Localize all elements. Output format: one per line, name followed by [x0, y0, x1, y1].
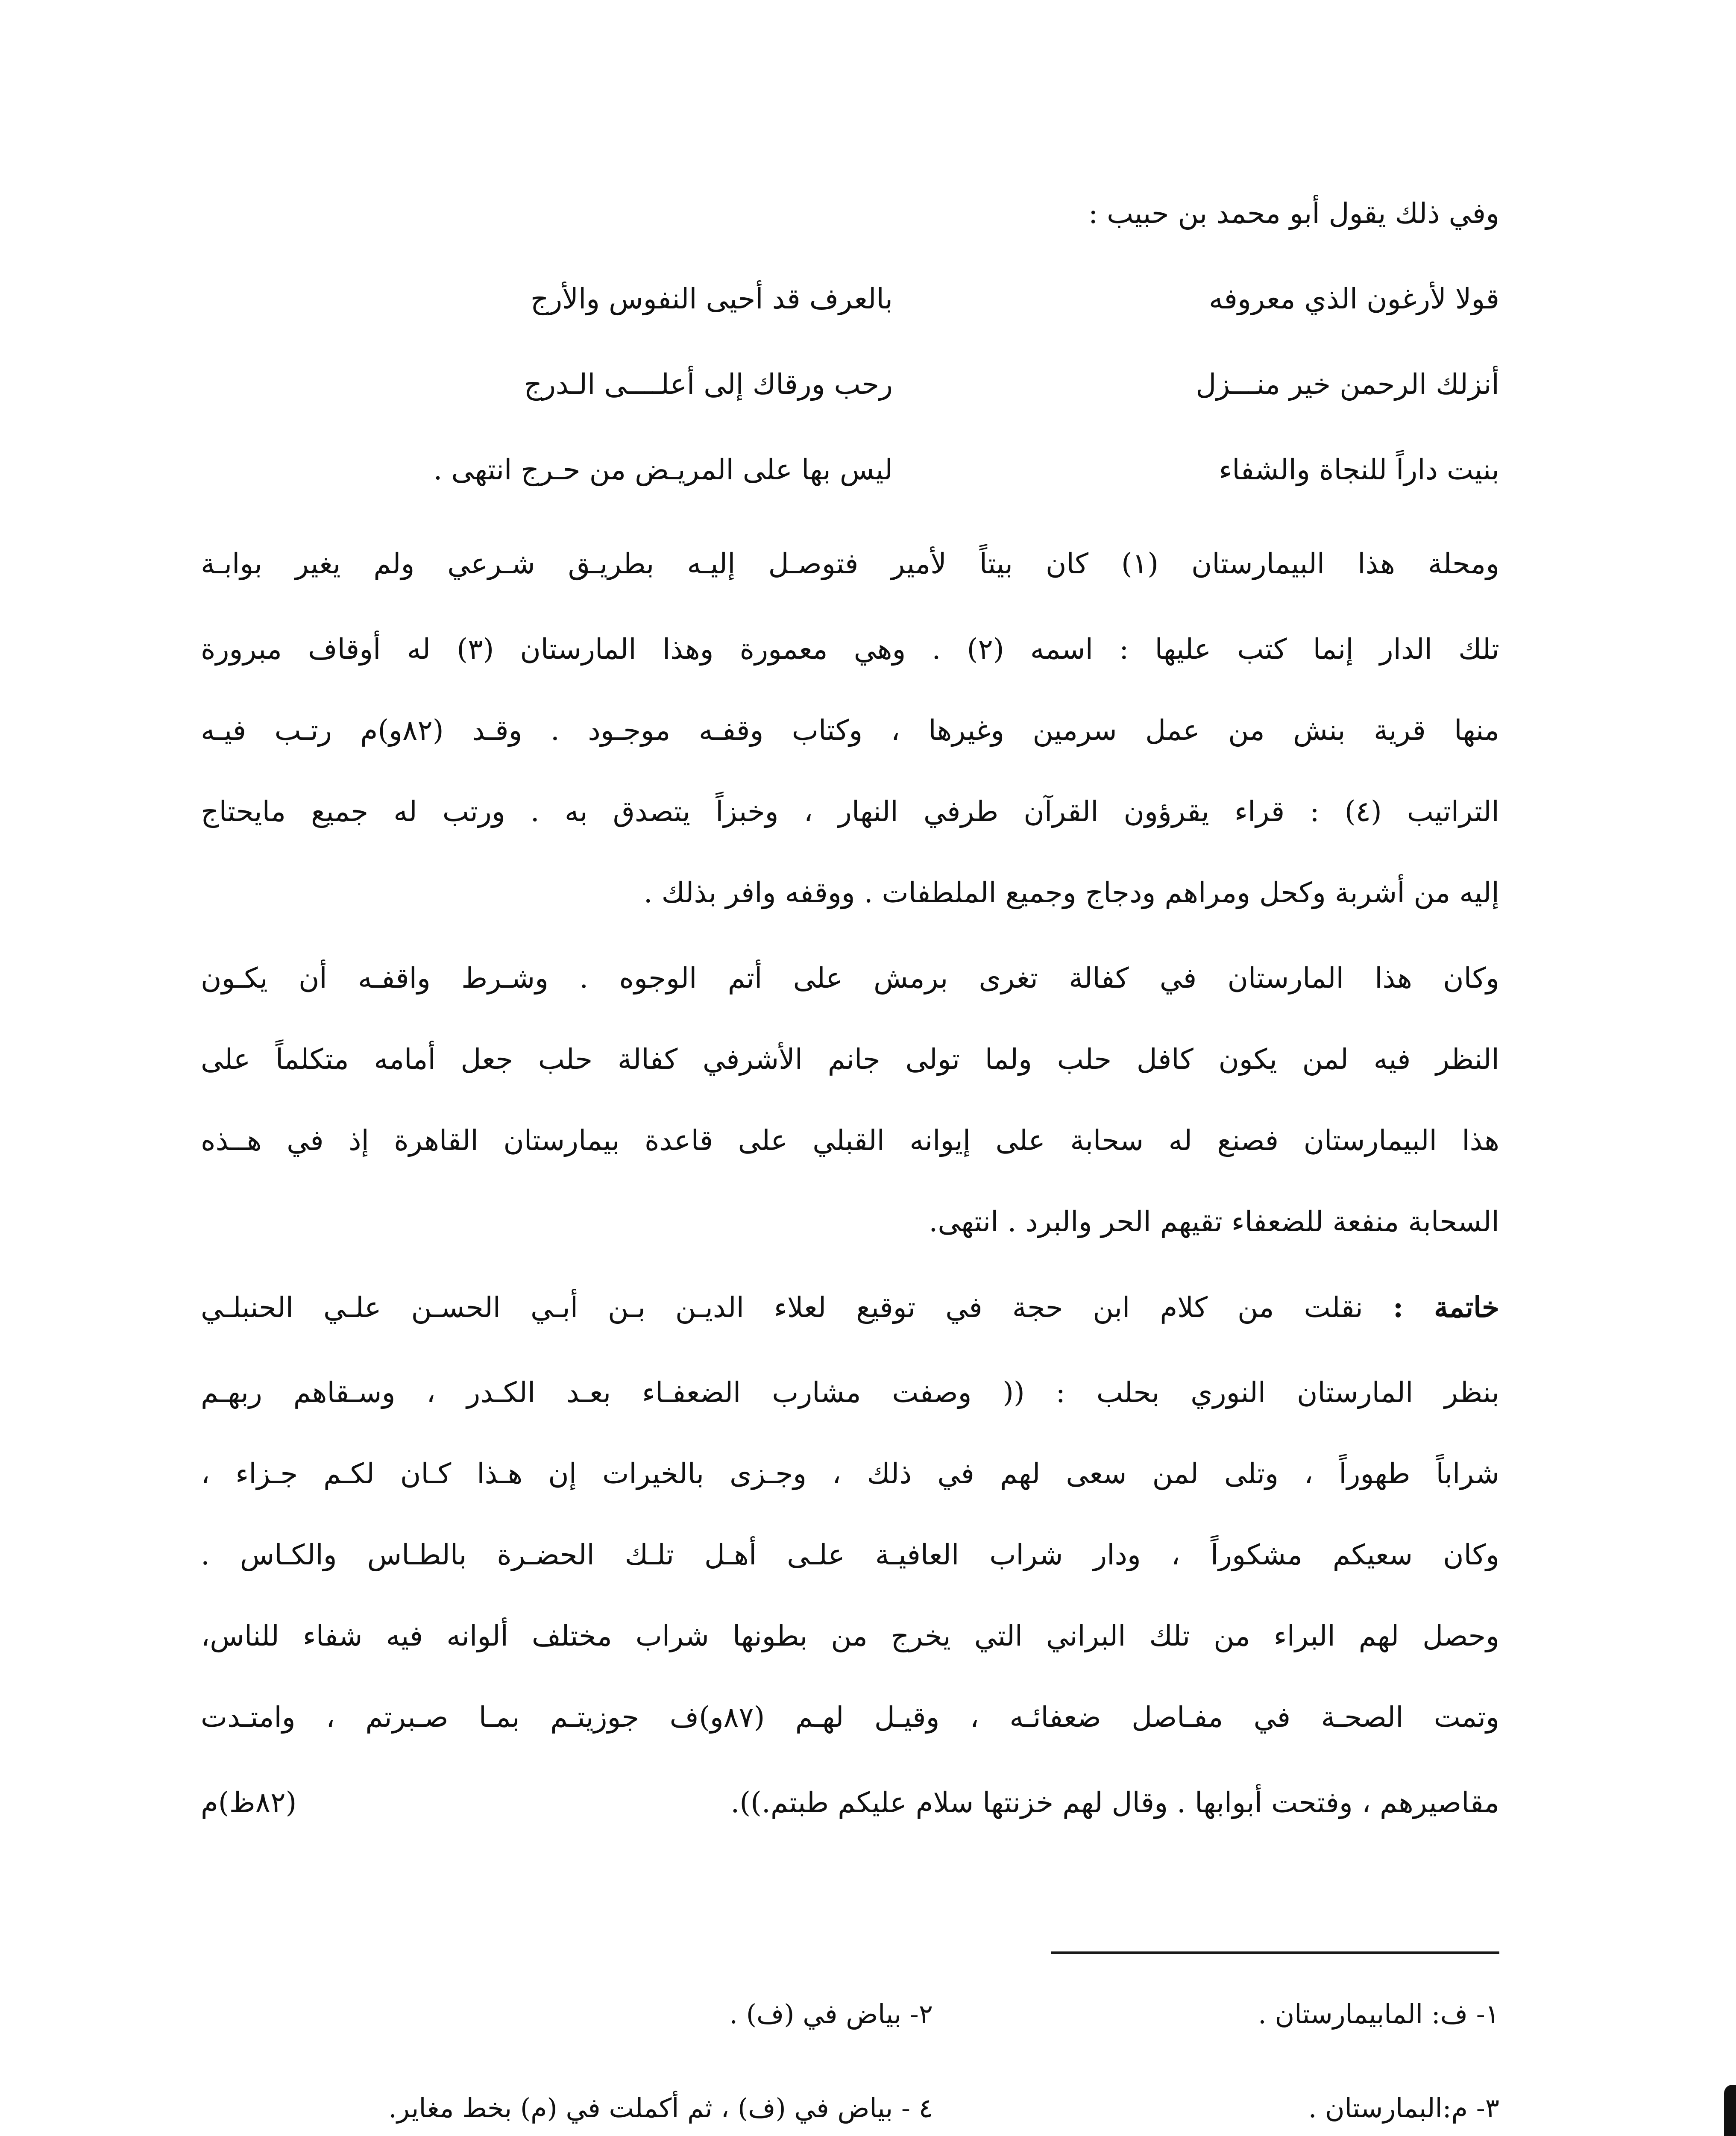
- verse-1-second-hemistich: بالعرف قد أحيى النفوس والأرج: [530, 282, 893, 315]
- verse-row-1: [201, 273, 1499, 325]
- intro-line: [201, 188, 1499, 239]
- conclusion-line-6: وتمت الصحـة في مفـاصل ضعفائـه ، وقيـل لهـم (٨٧و)ف جوزيتـم بمـا صـبرتم ، وامتـدت: [201, 1701, 1499, 1734]
- conclusion-line-2: بنظر المارستان النوري بحلب : (( وصفت مشارب الضعفـاء بعـد الكـدر ، وسـقاهم ربهـم: [201, 1376, 1499, 1409]
- paragraph-1-line-2: تلك الدار إنما كتب عليها : اسمه (٢) . وهي معمورة وهذا المارستان (٣) له أوقاف مبرورة: [201, 633, 1499, 666]
- main-text-block: [201, 188, 1499, 1948]
- conclusion-line-5: وحصل لهم البراء من تلك البراني التي يخرج من بطونها شراب مختلف ألوانه فيه شفاء للناس،: [201, 1620, 1499, 1652]
- conclusion-line-7: [201, 1777, 1499, 1828]
- footnote-2: ٢- بياض في (ف) .: [729, 1998, 933, 2030]
- verse-3-second-hemistich: ليس بها على المريـض من حـرج انتهى .: [433, 453, 893, 486]
- paragraph-2-line-1: وكان هذا المارستان في كفالة تغرى برمش على أتم الوجوه . وشـرط واقفـه أن يكـون: [201, 962, 1499, 995]
- verse-2-second-hemistich: رحب ورقاك إلى أعلــــى الـدرج: [524, 368, 893, 401]
- paragraph-1-line-5: إليه من أشربة وكحل ومراهم ودجاج وجميع الملطفات . ووقفه وافر بذلك .: [643, 876, 1499, 909]
- verse-3-first-hemistich: بنيت داراً للنجاة والشفاء: [1219, 453, 1499, 486]
- paragraph-2-line-2: النظر فيه لمن يكون كافل حلب ولما تولى جانم الأشرفي كفالة حلب جعل أمامه متكلماً على: [201, 1043, 1499, 1076]
- conclusion-line-4: وكان سعيكم مشكوراً ، ودار شراب العافيـة علـى أهـل تلـك الحضـرة بالطـاس والكـاس .: [201, 1538, 1499, 1571]
- footnote-1: ١- ف: المابيمارستان .: [1258, 1998, 1499, 2030]
- conclusion-label: خاتمة :: [1393, 1291, 1499, 1324]
- footnote-3: ٣- م:البمارستان .: [1308, 2092, 1499, 2124]
- conclusion-line-1: [201, 1282, 1499, 1333]
- folio-mark: (٨٢ظ)م: [201, 1786, 297, 1819]
- binding-edge-mark: [1724, 2085, 1736, 2136]
- conclusion-last-line-text: مقاصيرهم ، وفتحت أبوابها . وقال لهم خزنتها سلام عليكم طبتم.)).: [730, 1786, 1499, 1819]
- paragraph-1-line-1: ومحلة هذا البيمارستان (١) كان بيتاً لأمير فتوصـل إليـه بطريـق شـرعي ولم يغير بوابـة: [201, 547, 1499, 580]
- conclusion-first-line-text: نقلت من كلام ابن حجة في توقيع لعلاء الديـن بـن أبـي الحسـن علـي الحنبلـي: [201, 1291, 1363, 1324]
- footnote-4: ٤ - بياض في (ف) ، ثم أكملت في (م) بخط مغاير.: [388, 2092, 933, 2124]
- verse-row-2: [201, 359, 1499, 410]
- conclusion-line-3: شراباً طهوراً ، وتلى لمن سعى لهم في ذلك ، وجـزى بالخيرات إن هـذا كـان لكـم جـزاء ،: [201, 1457, 1499, 1490]
- intro-text: وفي ذلك يقول أبو محمد بن حبيب :: [1088, 197, 1499, 230]
- verse-row-3: [201, 444, 1499, 496]
- paragraph-1-line-3: منها قرية بنش من عمل سرمين وغيرها ، وكتاب وقفـه موجـود . وقـد (٨٢و)م رتـب فيـه: [201, 714, 1499, 747]
- footnote-separator: [1051, 1951, 1499, 1954]
- paragraph-1-line-4: التراتيب (٤) : قراء يقرؤون القرآن طرفي النهار ، وخبزاً يتصدق به . ورتب له جميع مايحتاج: [201, 795, 1499, 828]
- paragraph-2-line-4: السحابة منفعة للضعفاء تقيهم الحر والبرد . انتهى.: [929, 1205, 1499, 1238]
- verse-1-first-hemistich: قولا لأرغون الذي معروفه: [1209, 282, 1499, 315]
- paragraph-2-line-3: هذا البيمارستان فصنع له سحابة على إيوانه القبلي على قاعدة بيمارستان القاهرة إذ في هــذه: [201, 1124, 1499, 1157]
- verse-2-first-hemistich: أنزلك الرحمن خير منـــزل: [1196, 368, 1499, 401]
